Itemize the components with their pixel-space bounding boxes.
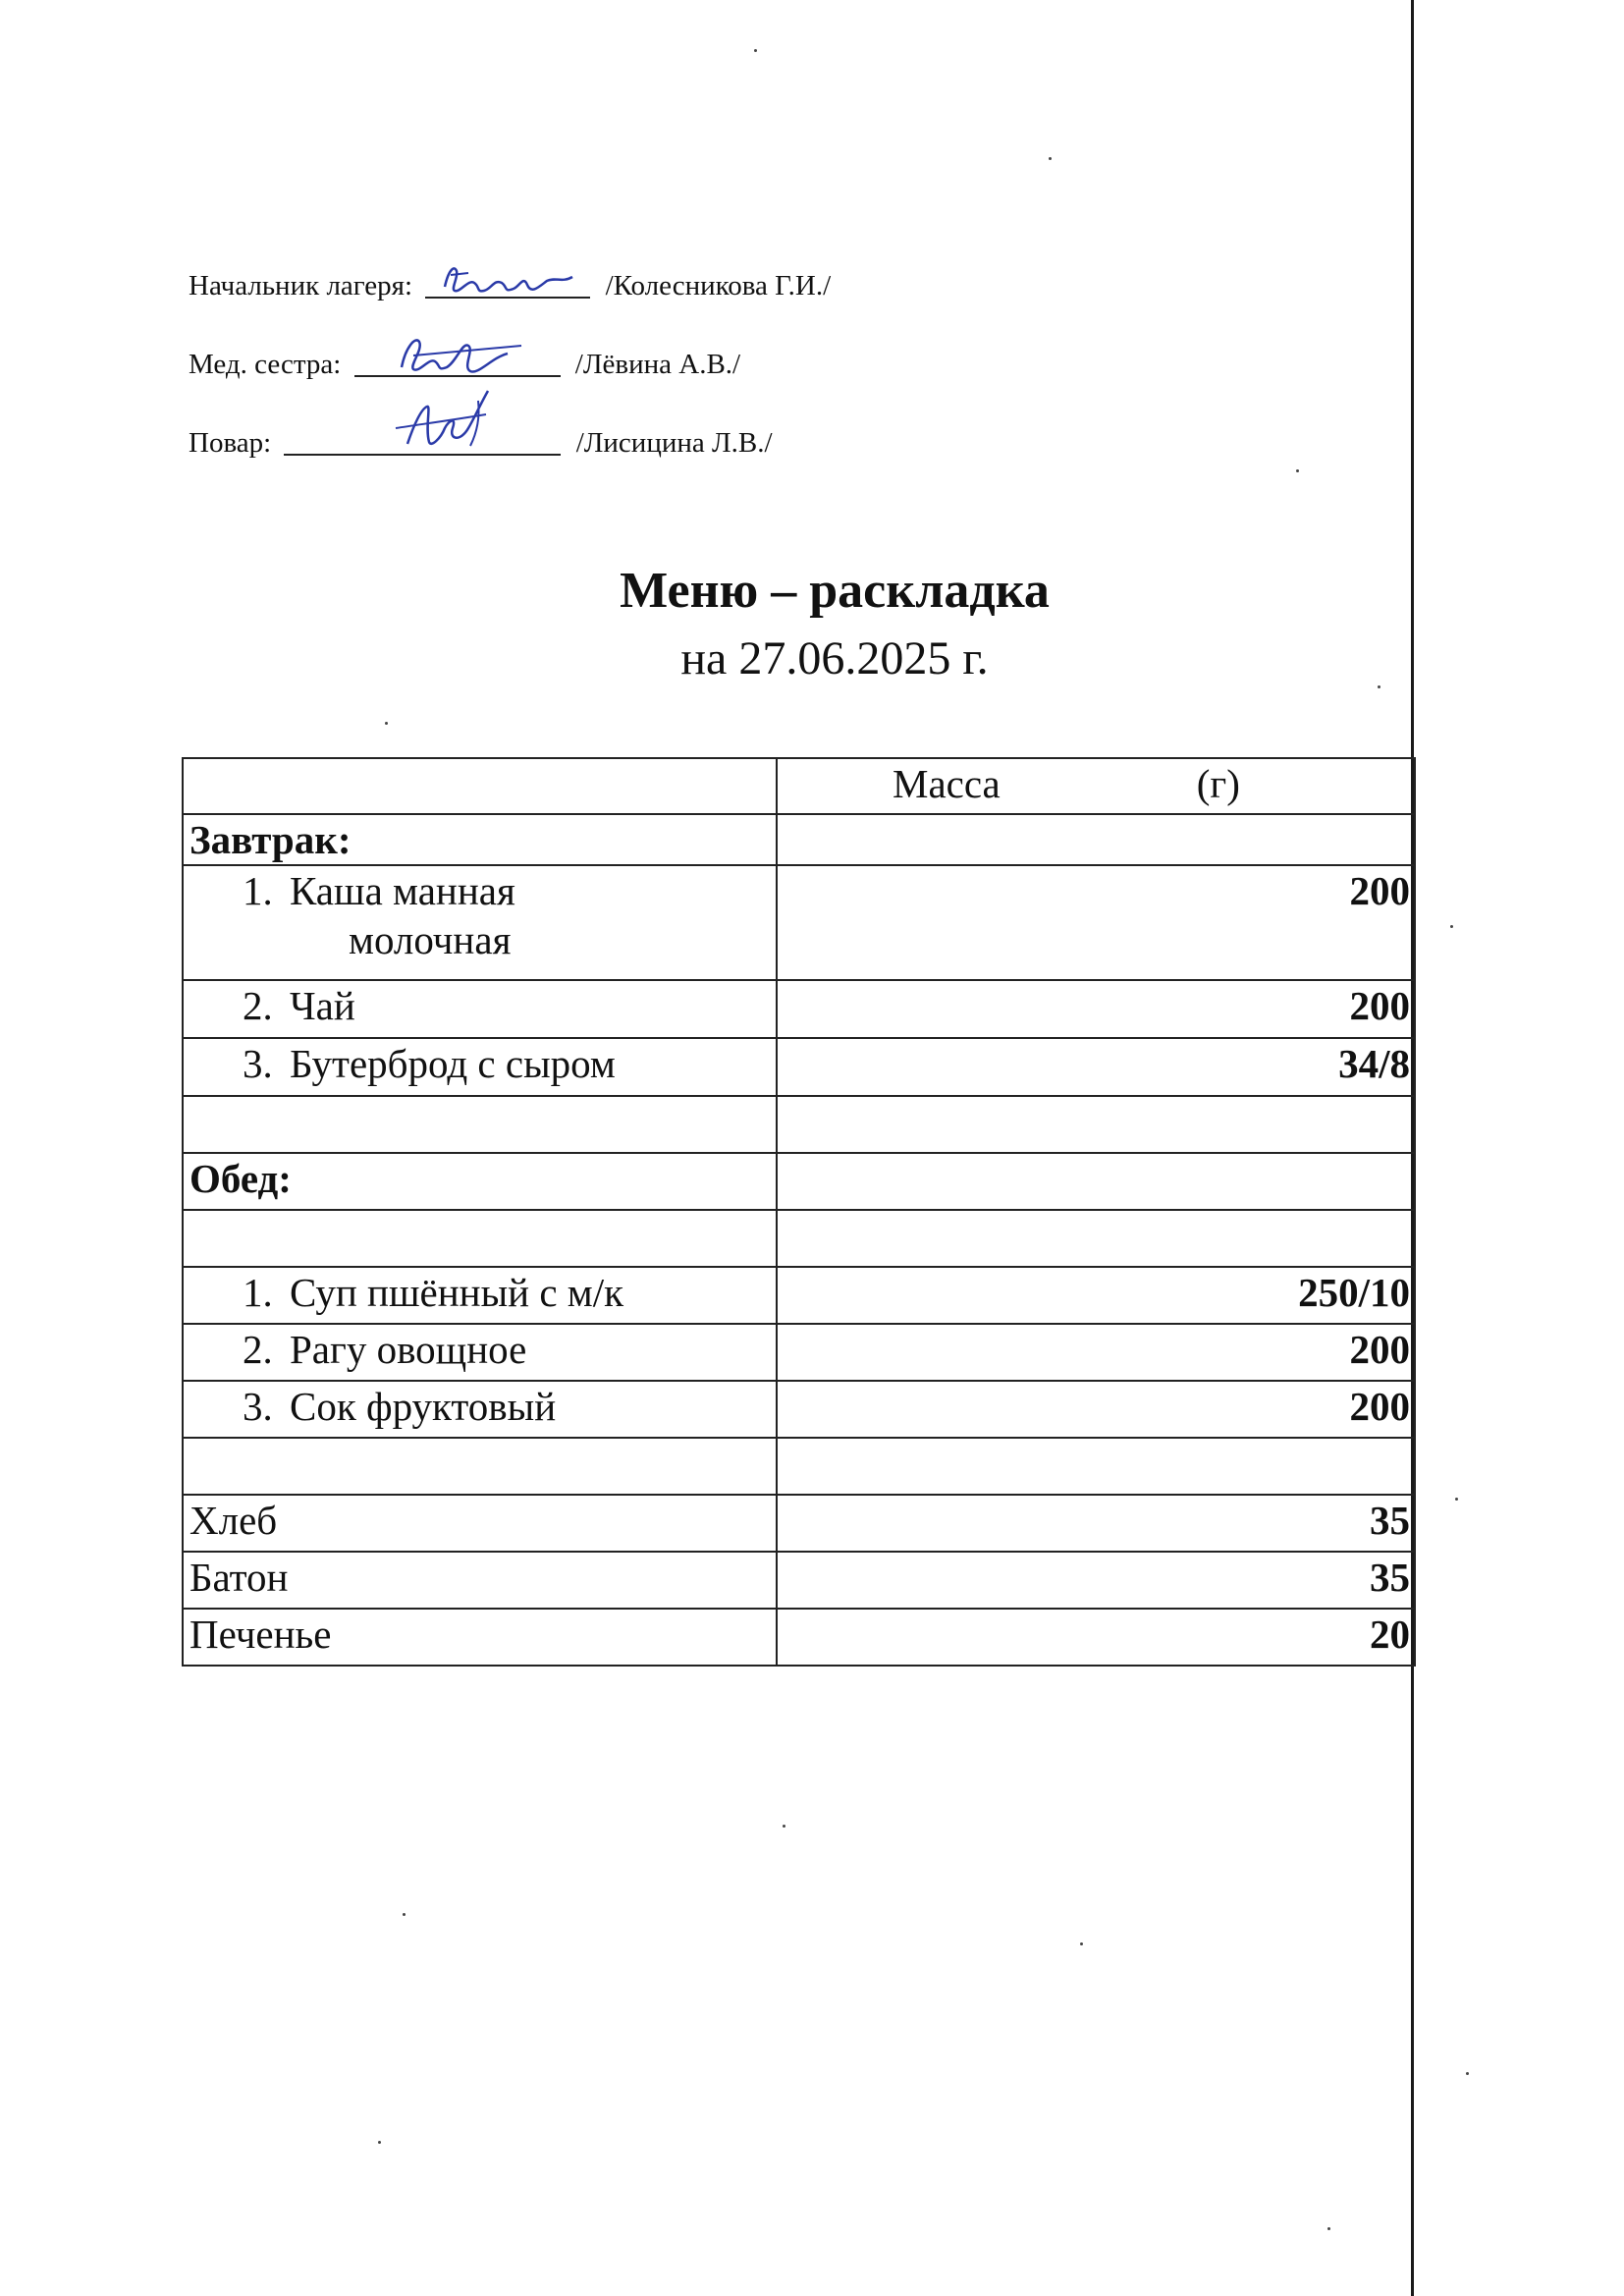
item-number: 2.	[243, 983, 273, 1028]
extra-item-name: Хлеб	[183, 1495, 777, 1552]
handwritten-signature-icon	[354, 332, 561, 379]
item-number: 3.	[243, 1041, 273, 1086]
mass-column-header	[777, 758, 1415, 814]
section-label-lunch: Обед:	[183, 1153, 777, 1210]
table-header-row	[183, 758, 1415, 814]
table-row	[183, 1495, 1415, 1552]
dish-mass: 34/8	[777, 1038, 1415, 1096]
extra-item-mass: 20	[777, 1609, 1415, 1666]
table-cell	[777, 1438, 1415, 1495]
dish-mass: 200	[777, 1381, 1415, 1438]
dish-name	[183, 1267, 777, 1324]
extra-item-mass: 35	[777, 1495, 1415, 1552]
signatory-name: /Лисицина Л.В./	[575, 427, 773, 459]
table-row-empty	[183, 1438, 1415, 1495]
item-number: 1.	[243, 868, 273, 913]
signatory-name: /Лёвина А.В./	[574, 349, 741, 380]
table-row	[183, 1267, 1415, 1324]
scan-speck	[1450, 925, 1453, 928]
scan-speck	[1455, 1498, 1458, 1501]
signature-line	[425, 263, 590, 299]
unit-header-label: (г)	[1196, 761, 1240, 806]
item-number: 2.	[243, 1327, 273, 1372]
table-cell	[183, 1438, 777, 1495]
item-number: 1.	[243, 1270, 273, 1315]
signature-line	[284, 420, 561, 456]
scan-speck	[1296, 469, 1299, 472]
table-row-empty	[183, 1210, 1415, 1267]
signature-line	[354, 342, 561, 377]
menu-table	[182, 757, 1416, 1667]
table-row	[183, 865, 1415, 980]
signature-row-camp-head	[189, 263, 831, 302]
section-label-breakfast: Завтрак:	[183, 814, 777, 865]
dish-name-text: Суп пшённый с м/к	[290, 1270, 624, 1315]
dish-mass: 200	[777, 1324, 1415, 1381]
table-cell	[183, 758, 777, 814]
scan-speck	[378, 2141, 381, 2144]
table-row	[183, 1324, 1415, 1381]
table-row	[183, 1038, 1415, 1096]
handwritten-signature-icon	[425, 261, 590, 301]
table-cell	[777, 1210, 1415, 1267]
dish-mass: 250/10	[777, 1267, 1415, 1324]
table-cell	[183, 1210, 777, 1267]
dish-name-text: Сок фруктовый	[290, 1384, 557, 1429]
dish-name-text: Бутерброд с сыром	[290, 1041, 616, 1086]
page-subtitle: на 27.06.2025 г.	[680, 632, 989, 684]
scan-speck	[1378, 685, 1380, 688]
dish-name	[183, 980, 777, 1038]
table-row	[183, 814, 1415, 865]
mass-header-label: Масса	[893, 761, 1001, 806]
table-cell	[183, 1096, 777, 1153]
scan-speck	[754, 49, 757, 52]
dish-name	[183, 1038, 777, 1096]
extra-item-mass: 35	[777, 1552, 1415, 1609]
table-cell	[777, 1153, 1415, 1210]
table-row	[183, 1609, 1415, 1666]
scan-speck	[403, 1913, 406, 1916]
dish-name	[183, 1381, 777, 1438]
scan-speck	[1327, 2227, 1330, 2230]
table-row	[183, 980, 1415, 1038]
signature-row-nurse	[189, 342, 740, 381]
dish-name	[183, 865, 777, 980]
scan-speck	[385, 722, 388, 725]
dish-name-line: Каша манная	[290, 868, 515, 913]
extra-item-name: Батон	[183, 1552, 777, 1609]
table-row-empty	[183, 1096, 1415, 1153]
dish-name-text: Чай	[290, 983, 355, 1028]
extra-item-name: Печенье	[183, 1609, 777, 1666]
signature-label: Начальник лагеря:	[189, 270, 413, 301]
dish-name-text: Рагу овощное	[290, 1327, 527, 1372]
signature-label: Мед. сестра:	[189, 349, 342, 380]
dish-mass: 200	[777, 980, 1415, 1038]
page-title: Меню – раскладка	[620, 563, 1050, 619]
scan-speck	[1466, 2072, 1469, 2075]
table-cell	[777, 1096, 1415, 1153]
signatory-name: /Колесникова Г.И./	[605, 270, 832, 301]
table-row	[183, 1381, 1415, 1438]
table-row	[183, 1552, 1415, 1609]
item-number: 3.	[243, 1384, 273, 1429]
dish-name-line: молочная	[349, 917, 512, 962]
signature-row-cook	[189, 420, 773, 460]
table-cell	[777, 814, 1415, 865]
table-row	[183, 1153, 1415, 1210]
signature-label: Повар:	[189, 427, 272, 459]
scan-speck	[1080, 1942, 1083, 1945]
scan-speck	[783, 1825, 785, 1828]
dish-mass: 200	[777, 865, 1415, 980]
dish-name	[183, 1324, 777, 1381]
scan-speck	[1049, 157, 1052, 160]
handwritten-signature-icon	[284, 399, 561, 458]
